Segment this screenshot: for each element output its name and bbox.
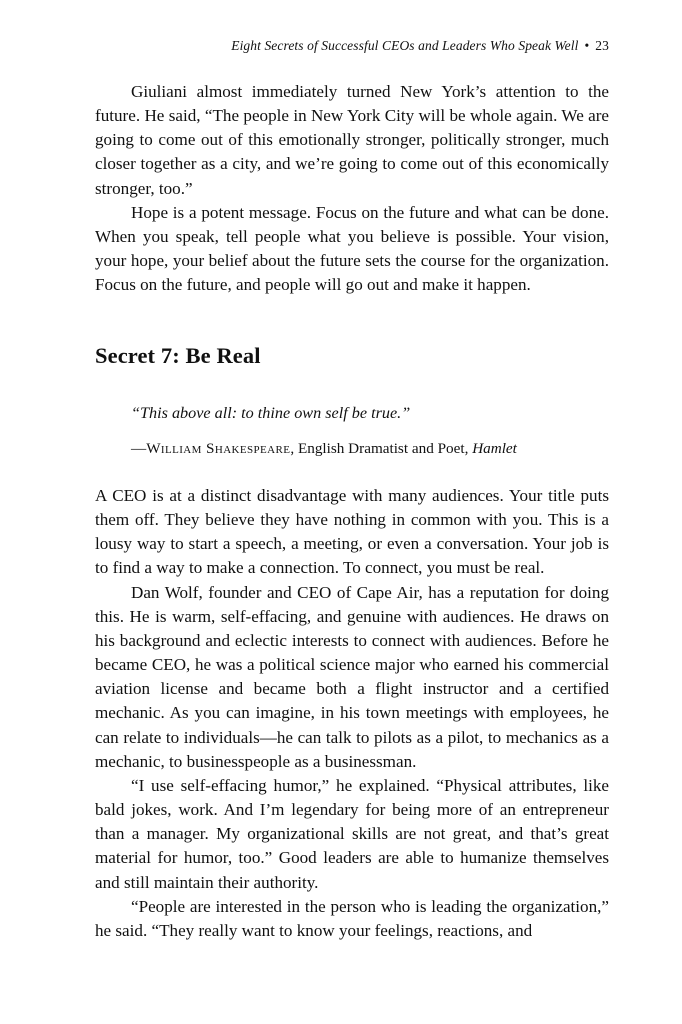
section-body (95, 484, 609, 943)
book-page (95, 0, 609, 1024)
paragraph: A CEO is at a distinct disadvantage with many audiences. Your title puts them off. They believe they have nothing in common with you. This is a lousy way to start a speech, a meeting, or even a conversation. Your job is to find a way to make a connection. To connect, you must be real. (95, 486, 609, 578)
attribution-name: William Shakespeare (146, 440, 291, 457)
paragraph: “I use self-effacing humor,” he explained. “Physical attributes, like bald jokes, work. And I’m legendary for being more of an entrepreneur than a manager. My organizational skills are not great, and that’s great material for humor, too.” Good leaders are able to humanize themselves and still maintain their authority. (95, 775, 609, 892)
opening-paragraphs (95, 80, 609, 297)
paragraph: Giuliani almost immediately turned New York’s attention to the future. He said, “The people in New York City will be whole again. We are going to come out of this emotionally stronger, politically stronger, much closer together as a city, and we’re going to come out of this economically stronger, too.” (95, 82, 609, 198)
running-header-title: Eight Secrets of Successful CEOs and Leaders Who Speak Well (231, 38, 579, 53)
page-number: 23 (595, 38, 609, 53)
epigraph (131, 404, 609, 458)
attribution-work: Hamlet (472, 440, 517, 457)
paragraph: Hope is a potent message. Focus on the future and what can be done. When you speak, tell people what you believe is possible. Your vision, your hope, your belief about the future sets the course for the organization. Focus on the future, and people will go out and make it happen. (95, 202, 609, 295)
header-separator: • (584, 38, 590, 53)
paragraph: Dan Wolf, founder and CEO of Cape Air, has a reputation for doing this. He is warm, self-effacing, and genuine with audiences. He draws on his background and eclectic interests to connect with audiences. Before he became CEO, he was a political science major who earned his commercial aviation license and became both a flight instructor and a certified mechanic. As you can imagine, in his town meetings with employees, he can relate to individuals—he can talk to pilots as a pilot, to mechanics as a mechanic, to businesspeople as a businessman. (95, 582, 609, 771)
attribution-dash: — (131, 440, 147, 457)
running-header (95, 38, 609, 54)
epigraph-quote: “This above all: to thine own self be true.” (131, 404, 411, 422)
epigraph-attribution (131, 440, 609, 458)
paragraph: “People are interested in the person who is leading the organization,” he said. “They really want to know your feelings, reactions, and (95, 896, 609, 940)
section-heading: Secret 7: Be Real (95, 343, 261, 368)
attribution-description: , English Dramatist and Poet, (290, 440, 473, 457)
